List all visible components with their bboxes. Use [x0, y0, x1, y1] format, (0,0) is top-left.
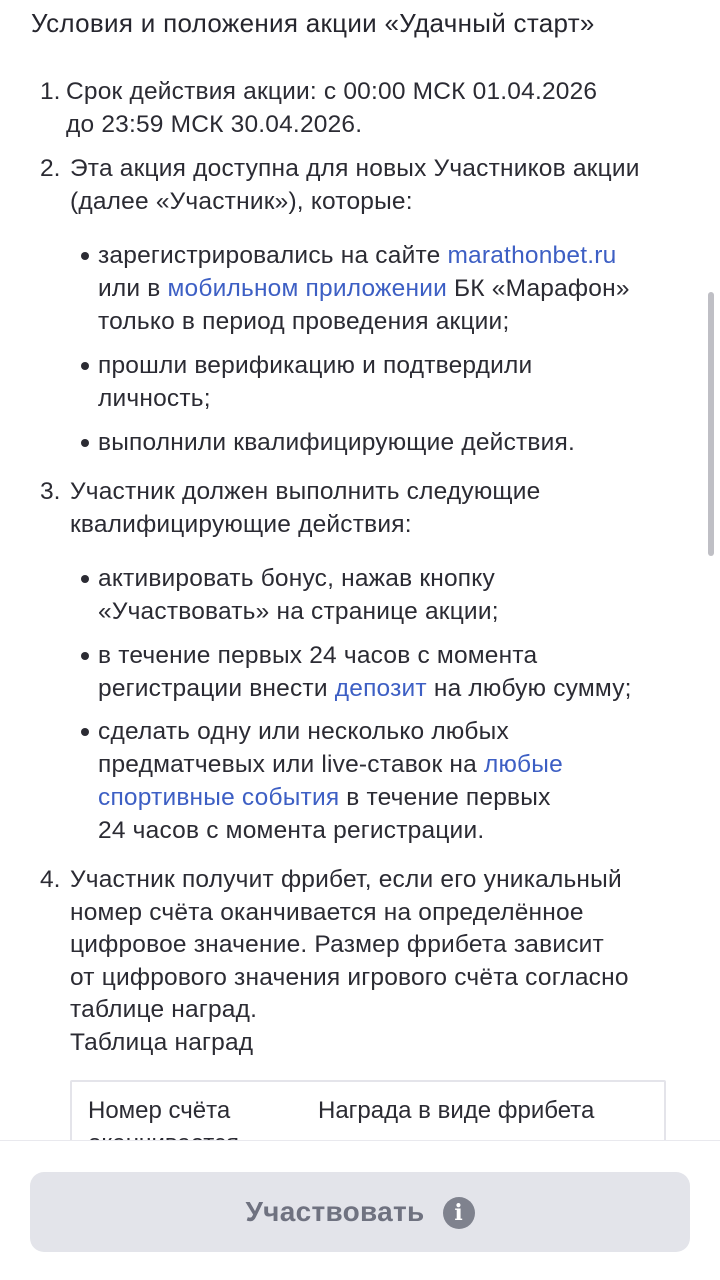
bullet-dot [81, 575, 89, 583]
page-title: Условия и положения акции «Удачный старт» [31, 8, 595, 38]
item-text [66, 76, 686, 141]
item-line: номер счёта оканчивается на определённое [70, 898, 584, 926]
bullet-line: зарегистрировались на сайте [98, 242, 448, 269]
bullet-text [98, 562, 698, 628]
item-line: Участник должен выполнить следующие [70, 478, 541, 505]
table-header-account-ending: Номер счёта [88, 1097, 231, 1124]
item-text [70, 153, 690, 218]
item-number: 1. [40, 78, 61, 105]
bullet-line: личность; [98, 385, 211, 412]
scrollbar[interactable] [708, 292, 714, 556]
bullet-line: 24 часов с момента регистрации. [98, 817, 485, 844]
item-number: 3. [40, 478, 61, 505]
info-icon[interactable]: i [443, 1197, 475, 1229]
bullet-text [98, 349, 698, 415]
bullet-line: БК «Марафон» [446, 275, 630, 302]
bullet-text [98, 639, 698, 705]
bottom-action-bar [0, 1140, 720, 1280]
item-line: квалифицирующие действия: [70, 510, 412, 538]
item-line: Эта акция доступна для новых Участников акции [70, 155, 640, 182]
link-sport-events[interactable]: спортивные события [98, 784, 340, 811]
bullet-line: предматчевых или live-ставок на [98, 751, 484, 778]
item-number: 4. [40, 866, 61, 893]
link-sport-events[interactable]: любые [483, 751, 563, 778]
link-deposit[interactable]: депозит [334, 675, 427, 702]
item-line: до 23:59 МСК 30.04.2026. [66, 110, 363, 138]
item-line: цифровое значение. Размер фрибета зависит [70, 931, 604, 958]
bullet-line: регистрации внести [98, 675, 335, 702]
bullet-line: на любую сумму; [426, 675, 632, 702]
link-marathonbet[interactable]: marathonbet.ru [447, 242, 617, 269]
bullet-text [98, 715, 698, 847]
bullet-text [98, 426, 698, 459]
bullet-line: прошли верификацию и подтвердили [98, 352, 533, 379]
bullet-dot [81, 652, 89, 660]
bullet-line: выполнили квалифицирующие действия. [98, 429, 576, 456]
table-header-freebet-reward: Награда в виде фрибета [318, 1097, 595, 1124]
item-line: Участник получит фрибет, если его уникальный [70, 866, 622, 893]
bullet-line: только в период проведения акции; [98, 308, 510, 335]
item-line: Срок действия акции: с 00:00 МСК 01.04.2026 [66, 78, 598, 105]
bullet-line: в течение первых [339, 784, 551, 811]
bullet-dot [81, 362, 89, 370]
link-mobile-app[interactable]: мобильном приложении [167, 275, 447, 302]
item-line: от цифрового значения игрового счёта согласно [70, 963, 629, 991]
bullet-line: или в [98, 275, 168, 302]
bullet-dot [81, 439, 89, 447]
item-line: (далее «Участник»), которые: [70, 187, 413, 215]
item-text [70, 864, 690, 1059]
bullet-dot [81, 728, 89, 736]
bullet-line: сделать одну или несколько любых [98, 718, 509, 745]
rewards-table-caption: Таблица наград [70, 1028, 254, 1056]
item-text [70, 476, 690, 541]
item-number: 2. [40, 155, 61, 182]
participate-button-label: Участвовать [245, 1196, 425, 1227]
participate-button[interactable] [30, 1172, 690, 1252]
bullet-line: активировать бонус, нажав кнопку [98, 565, 495, 592]
bullet-line: «Участвовать» на странице акции; [98, 598, 499, 625]
bullet-dot [81, 252, 89, 260]
bullet-text [98, 239, 698, 338]
item-line: таблице наград. [70, 996, 258, 1023]
bullet-line: в течение первых 24 часов с момента [98, 642, 538, 669]
